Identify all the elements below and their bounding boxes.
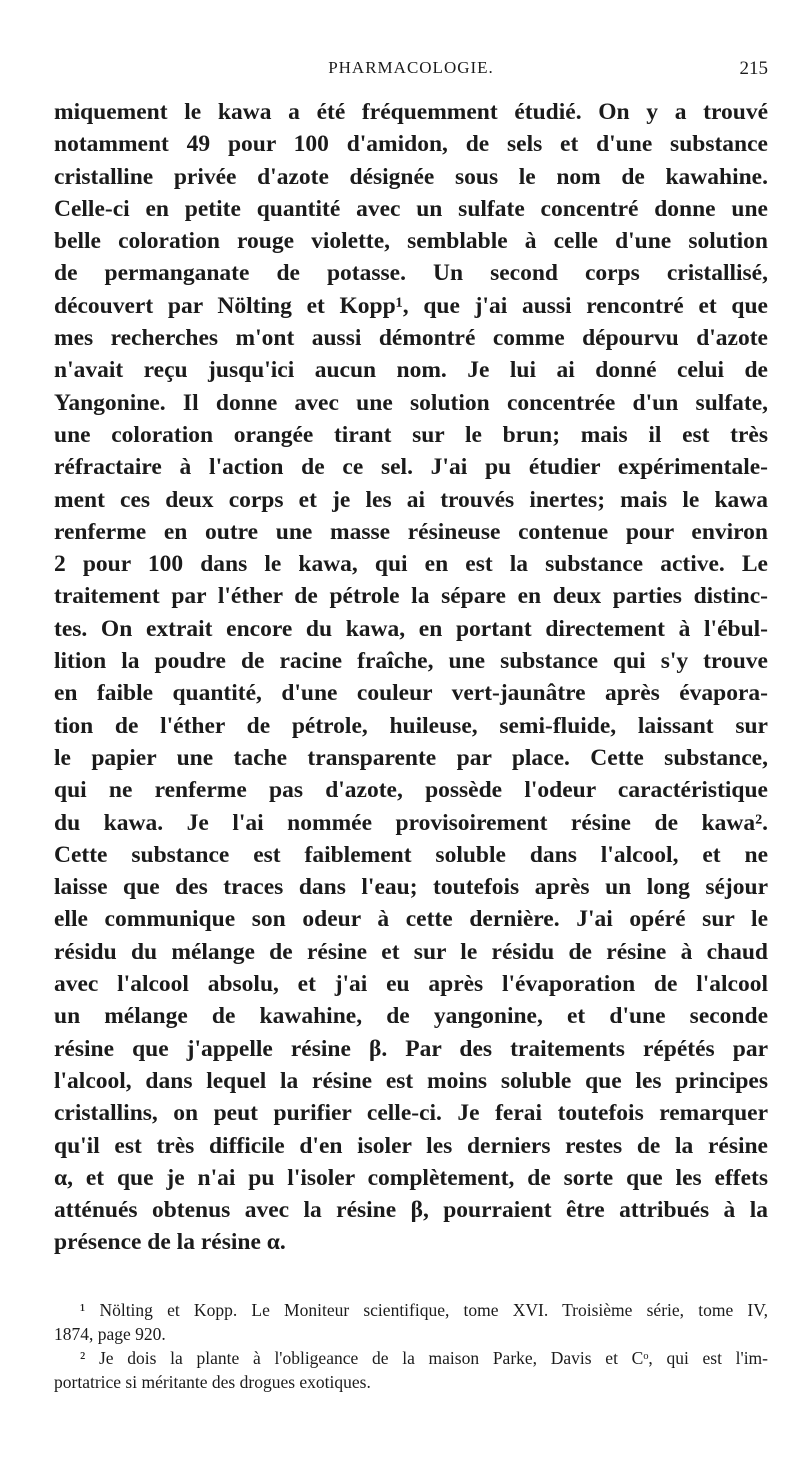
- footnote-line: portatrice si méritante des drogues exotiques.: [54, 1372, 371, 1392]
- text-line: notamment 49 pour 100 d'amidon, de sels et d'une substance: [54, 131, 768, 158]
- text-line: 2 pour 100 dans le kawa, qui en est la substance active. Le: [54, 551, 768, 578]
- footnote-2: [54, 1346, 768, 1394]
- text-line: le papier une tache transparente par place. Cette substance,: [54, 744, 768, 771]
- text-line: un mélange de kawahine, de yangonine, et d'une seconde: [54, 1003, 768, 1030]
- text-line: elle communique son odeur à cette dernière. J'ai opéré sur le: [54, 906, 768, 933]
- text-line: cristallins, on peut purifier celle-ci. Je ferai toutefois remarquer: [54, 1100, 768, 1127]
- text-line: du kawa. Je l'ai nommée provisoirement résine de kawa².: [54, 809, 768, 836]
- running-head: PHARMACOLOGIE.: [328, 58, 494, 77]
- text-line: Cette substance est faiblement soluble dans l'alcool, et ne: [54, 841, 768, 868]
- text-line: ment ces deux corps et je les ai trouvés inertes; mais le kawa: [54, 486, 768, 513]
- footnote-line: ¹ Nölting et Kopp. Le Moniteur scientifique, tome XVI. Troisième série, tome IV,: [80, 1300, 768, 1320]
- text-line: cristalline privée d'azote désignée sous le nom de kawahine.: [54, 163, 768, 190]
- text-line: présence de la résine α.: [54, 1229, 286, 1256]
- text-line: laisse que des traces dans l'eau; toutefois après un long séjour: [54, 874, 768, 901]
- text-line: en faible quantité, d'une couleur vert-jaunâtre après évapora-: [54, 680, 768, 707]
- text-line: Celle-ci en petite quantité avec un sulfate concentré donne une: [54, 195, 768, 222]
- text-line: traitement par l'éther de pétrole la sépare en deux parties distinc-: [54, 583, 768, 610]
- page-number: 215: [739, 58, 768, 79]
- footnotes: [54, 1298, 768, 1394]
- text-line: mes recherches m'ont aussi démontré comme dépourvu d'azote: [54, 325, 768, 352]
- text-line: une coloration orangée tirant sur le brun; mais il est très: [54, 421, 768, 448]
- text-line: lition la poudre de racine fraîche, une substance qui s'y trouve: [54, 648, 768, 675]
- footnote-1: [54, 1298, 768, 1346]
- text-line: résidu du mélange de résine et sur le résidu de résine à chaud: [54, 938, 768, 965]
- text-line: atténués obtenus avec la résine β, pourraient être attribués à la: [54, 1197, 768, 1224]
- text-line: avec l'alcool absolu, et j'ai eu après l'évaporation de l'alcool: [54, 971, 768, 998]
- text-line: belle coloration rouge violette, semblable à celle d'une solution: [54, 228, 768, 255]
- page-header: [54, 58, 768, 88]
- text-line: Yangonine. Il donne avec une solution concentrée d'un sulfate,: [54, 389, 768, 416]
- text-line: réfractaire à l'action de ce sel. J'ai pu étudier expérimentale-: [54, 454, 768, 481]
- text-line: n'avait reçu jusqu'ici aucun nom. Je lui ai donné celui de: [54, 357, 768, 384]
- text-line: qui ne renferme pas d'azote, possède l'odeur caractéristique: [54, 777, 768, 804]
- text-line: de permanganate de potasse. Un second corps cristallisé,: [54, 260, 768, 287]
- text-line: l'alcool, dans lequel la résine est moins soluble que les principes: [54, 1067, 768, 1094]
- text-line: tes. On extrait encore du kawa, en portant directement à l'ébul-: [54, 615, 768, 642]
- text-line: résine que j'appelle résine β. Par des traitements répétés par: [54, 1035, 768, 1062]
- footnote-line: ² Je dois la plante à l'obligeance de la maison Parke, Davis et Cᵒ, qui est l'im-: [80, 1348, 768, 1368]
- text-line: découvert par Nölting et Kopp¹, que j'ai aussi rencontré et que: [54, 292, 768, 319]
- text-line: tion de l'éther de pétrole, huileuse, semi-fluide, laissant sur: [54, 712, 768, 739]
- text-line: miquement le kawa a été fréquemment étudié. On y a trouvé: [54, 99, 768, 125]
- text-line: renferme en outre une masse résineuse contenue pour environ: [54, 518, 768, 545]
- footnote-line: 1874, page 920.: [54, 1324, 166, 1344]
- text-line: qu'il est très difficile d'en isoler les derniers restes de la résine: [54, 1132, 768, 1159]
- body-text: [54, 96, 768, 1259]
- text-line: α, et que je n'ai pu l'isoler complètement, de sorte que les effets: [54, 1164, 768, 1191]
